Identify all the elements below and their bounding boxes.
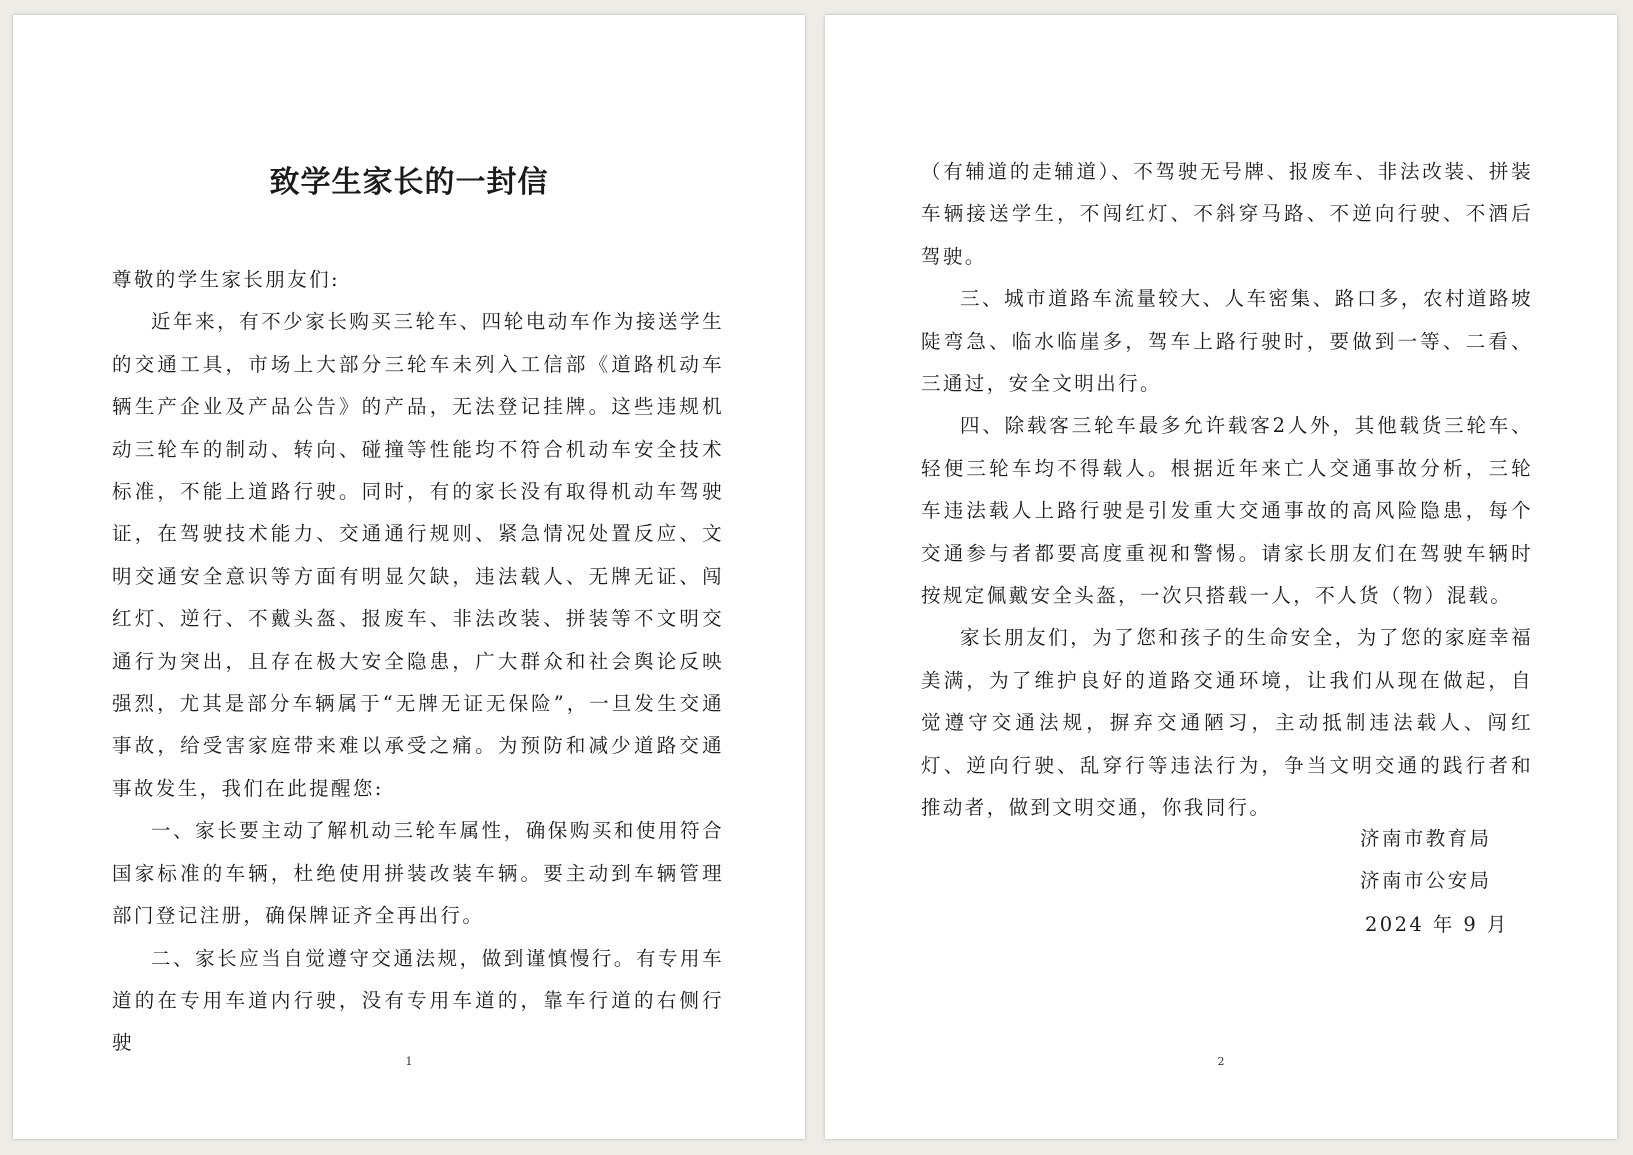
page-number-2: 2 (1217, 1055, 1225, 1068)
page-2-body (921, 151, 1533, 830)
document-title: 致学生家长的一封信 (269, 165, 549, 200)
document-page-2 (825, 15, 1617, 1139)
paragraph-closing: 家长朋友们，为了您和孩子的生命安全，为了您的家庭幸福美满，为了维护良好的道路交通环境，让我们从现在做起，自觉遵守交通法规，摒弃交通陋习，主动抵制违法载人、闯红灯、逆向行驶、乱穿行等违法行为，争当文明交通的践行者和推动者，做到文明交通，你我同行。 (921, 626, 1533, 820)
salutation: 尊敬的学生家长朋友们: (112, 268, 340, 291)
paragraph-intro: 近年来，有不少家长购买三轮车、四轮电动车作为接送学生的交通工具，市场上大部分三轮车未列入工信部《道路机动车辆生产企业及产品公告》的产品，无法登记挂牌。这些违规机动三轮车的制动、转向、碰撞等性能均不符合机动车安全技术标准，不能上道路行驶。同时，有的家长没有取得机动车驾驶证，在驾驶技术能力、交通通行规则、紧急情况处置反应、文明交通安全意识等方面有明显欠缺，违法载人、无牌无证、闯红灯、逆行、不戴头盔、报废车、非法改装、拼装等不文明交通行为突出，且存在极大安全隐患，广大群众和社会舆论反映强烈，尤其是部分车辆属于“无牌无证无保险”，一旦发生交通事故，给受害家庭带来难以承受之痛。为预防和减少道路交通事故发生，我们在此提醒您: (112, 310, 724, 800)
letter-date: 2024 年 9 月 (1365, 913, 1509, 936)
document-page-1 (13, 15, 805, 1139)
page-number-1: 1 (405, 1055, 413, 1068)
paragraph-point-2-continued: （有辅道的走辅道）、不驾驶无号牌、报废车、非法改装、拼装车辆接送学生，不闯红灯、不斜穿马路、不逆向行驶、不酒后驾驶。 (921, 160, 1533, 268)
signature-public-security-bureau: 济南市公安局 (1360, 869, 1492, 892)
paragraph-point-1: 一、家长要主动了解机动三轮车属性，确保购买和使用符合国家标准的车辆，杜绝使用拼装改装车辆。要主动到车辆管理部门登记注册，确保牌证齐全再出行。 (112, 819, 724, 928)
paragraph-point-3: 三、城市道路车流量较大、人车密集、路口多，农村道路坡陡弯急、临水临崖多，驾车上路行驶时，要做到一等、二看、三通过，安全文明出行。 (921, 287, 1533, 396)
paragraph-point-2: 二、家长应当自觉遵守交通法规，做到谨慎慢行。有专用车道的在专用车道内行驶，没有专用车道的，靠车行道的右侧行驶 (112, 946, 724, 1055)
signature-education-bureau: 济南市教育局 (1360, 827, 1492, 850)
paragraph-point-4: 四、除载客三轮车最多允许载客2人外，其他载货三轮车、轻便三轮车均不得载人。根据近年来亡人交通事故分析，三轮车违法载人上路行驶是引发重大交通事故的高风险隐患，每个交通参与者都要高度重视和警惕。请家长朋友们在驾驶车辆时按规定佩戴安全头盔，一次只搭载一人，不人货（物）混载。 (921, 414, 1533, 608)
page-1-body (112, 259, 724, 1065)
